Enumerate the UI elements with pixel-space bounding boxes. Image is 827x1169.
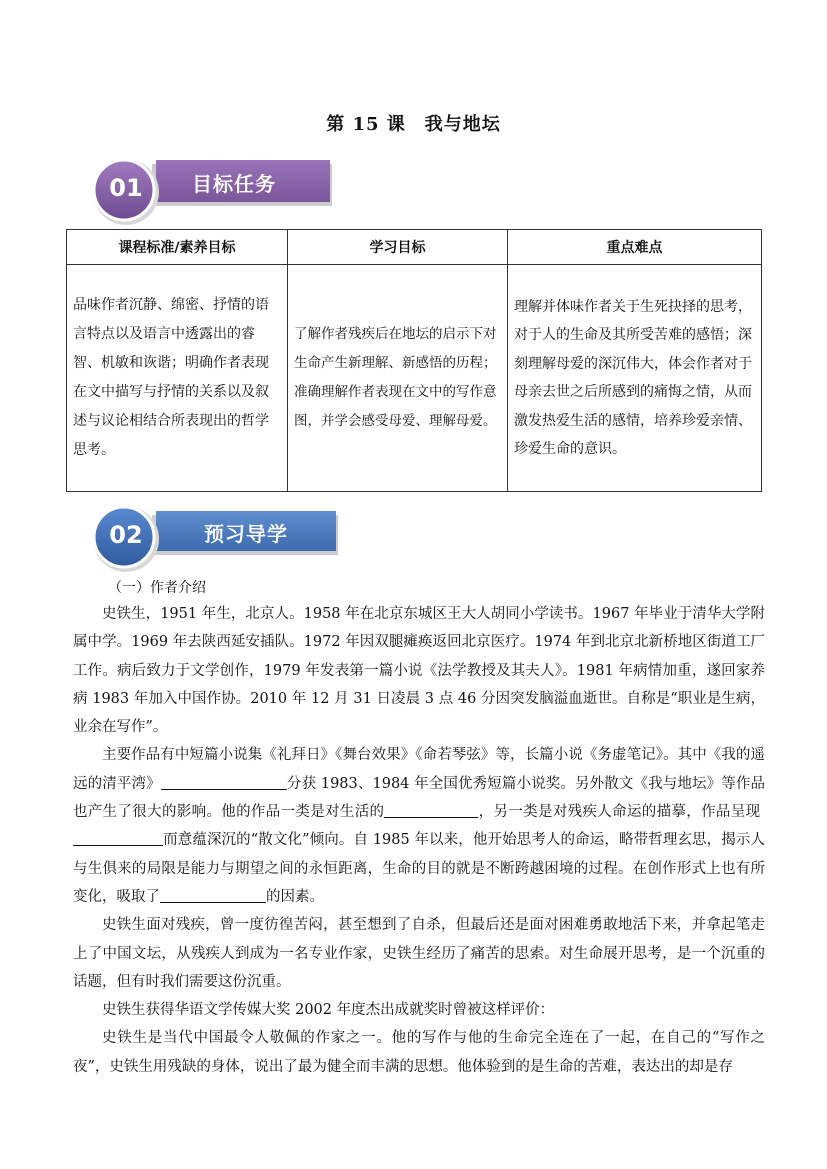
cell-learning-goals: 了解作者残疾后在地坛的启示下对生命产生新理解、新感悟的历程；准确理解作者表现在文中的写作意图，并学会感受母爱、理解母爱。	[288, 265, 508, 492]
text-segment: 而意蕴深沉的“散文化”倾向。自 1985 年以来，他开始思考人的命运，略带哲理玄思，揭示人与生俱来的局限是能力与期望之间的永恒距离，生命的目的就是不断跨越困境的过程。在创作形式上也有所变化，吸取了	[73, 832, 765, 905]
section-badge-preview	[80, 505, 345, 575]
fill-blank-4[interactable]	[160, 886, 266, 903]
fill-blank-1[interactable]	[161, 773, 287, 790]
section-label: 目标任务	[192, 172, 276, 196]
table-row	[67, 265, 762, 492]
section-number: 01	[109, 174, 143, 202]
paragraph-award-quote: 史铁生是当代中国最令人敬佩的作家之一。他的写作与他的生命完全连在了一起，在自己的“写作之夜”，史铁生用残缺的身体，说出了最为健全而丰满的思想。他体验到的是生命的苦难，表达出的却是存	[73, 1030, 765, 1075]
section-number: 02	[109, 521, 143, 549]
header-learning-goals: 学习目标	[288, 230, 508, 265]
text-segment: ，另一类是对残疾人命运的描摹，作品呈现	[478, 804, 761, 821]
goals-table	[66, 229, 762, 492]
cell-key-points: 理解并体味作者关于生死抉择的思考，对于人的生命及其所受苦难的感悟；深刻理解母爱的深沉伟大，体会作者对于母亲去世之后所感到的痛悔之情，从而激发热爱生活的感情，培养珍爱亲情、珍爱生命的意识。	[508, 265, 762, 492]
body-text	[73, 600, 765, 1081]
subheading-author-intro: （一）作者介绍	[108, 580, 206, 596]
table-header-row	[67, 230, 762, 265]
cell-curriculum: 品味作者沉静、绵密、抒情的语言特点以及语言中透露出的睿智、机敏和诙谐；明确作者表现在文中描写与抒情的关系以及叙述与议论相结合所表现出的哲学思考。	[67, 265, 288, 492]
page-title: 第 15 课 我与地坛	[326, 114, 501, 135]
text-segment: 分获 1983、1984 年全国优秀短篇小说奖。另外散文《我与地坛》等作品也产生了很大的影响。他的作品一类是对生活的	[73, 775, 765, 821]
text-segment: 主要作品有中短篇小说集《礼拜日》《舞台效果》《命若琴弦》等，长篇小说《务虚笔记》。其中《我的遥远的清平湾》	[73, 747, 765, 792]
paragraph-works	[73, 741, 765, 911]
text-segment: 的因素。	[266, 888, 324, 905]
fill-blank-2[interactable]	[384, 801, 478, 818]
fill-blank-3[interactable]	[73, 829, 163, 846]
paragraph-bio: 史铁生，1951 年生，北京人。1958 年在北京东城区王大人胡同小学读书。1967 年毕业于清华大学附属中学。1969 年去陕西延安插队。1972 年因双腿瘫痪返回北京医疗。1974 年到北京北新桥地区街道工厂工作。病后致力于文学创作，1979 年发表第一篇小说《法学教授及其夫人》。1981 年病情加重，遂回家养病 1983 年加入中国作协。2010 年 12 月 31 日凌晨 3 点 46 分因突发脑溢血逝世。自称是“职业是生病，业余在写作”。	[73, 606, 765, 736]
paragraph-award-intro: 史铁生获得华语文学传媒大奖 2002 年度杰出成就奖时曾被这样评价：	[102, 1002, 555, 1019]
header-curriculum: 课程标准/素养目标	[67, 230, 288, 265]
header-key-points: 重点难点	[508, 230, 762, 265]
paragraph-struggle: 史铁生面对残疾，曾一度彷徨苦闷，甚至想到了自杀，但最后还是面对困难勇敢地活下来，并拿起笔走上了中国文坛，从残疾人到成为一名专业作家，史铁生经历了痛苦的思索。对生命展开思考，是一个沉重的话题，但有时我们需要这份沉重。	[73, 917, 765, 990]
section-badge-goals	[80, 158, 340, 228]
section-label: 预习导学	[204, 522, 288, 546]
